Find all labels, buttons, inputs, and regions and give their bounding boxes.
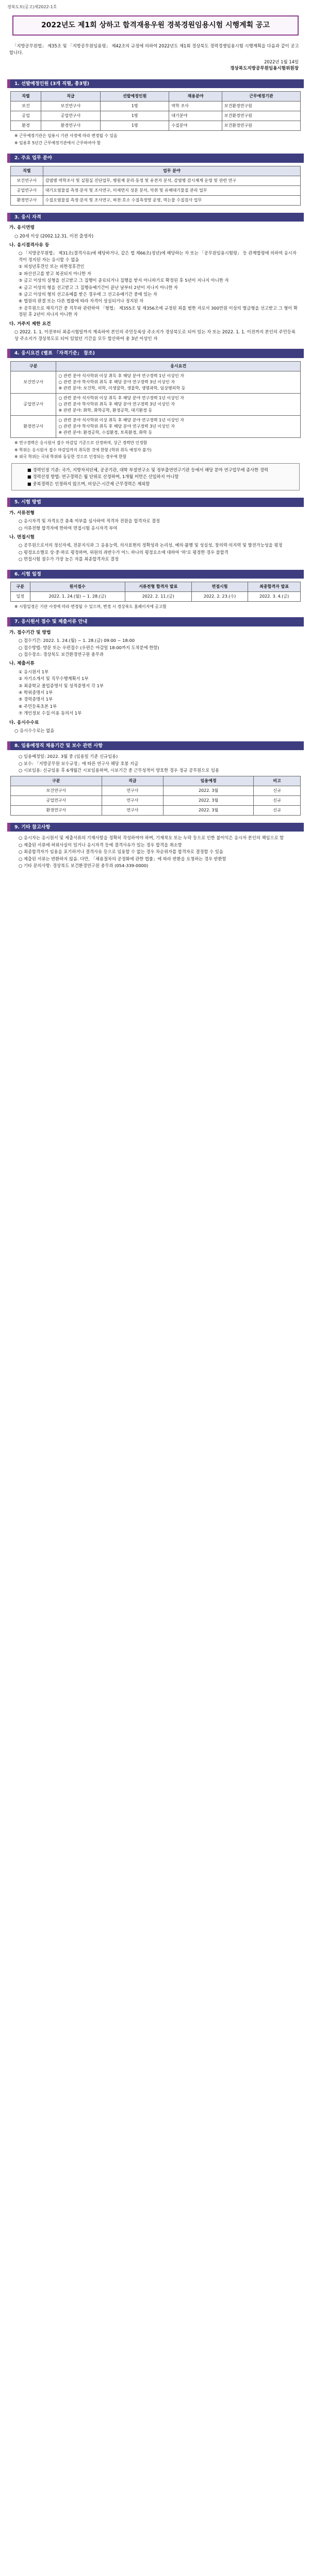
table-header: 구분 xyxy=(11,361,56,371)
list-item: ○ 제출된 서류는 반환하지 않음. 다만, 「채용절차의 공정화에 관한 법률」에 따라 반환을 요청하는 경우 반환함 xyxy=(19,856,226,861)
table-cell: 보건연구사 xyxy=(11,371,56,393)
table-header: 근무예정기관 xyxy=(222,92,300,101)
list-item: ○ 시보임용: 신규임용 후 6개월간 시보임용하며, 시보기간 중 근무성적이 양호한 경우 정규 공무원으로 임용 xyxy=(19,768,219,773)
list-item: ○ 평정요소별로 상·중·하로 평정하며, 위원의 과반수가 어느 하나의 평정요소에 대하여 '하'로 평정한 경우 불합격 xyxy=(19,549,228,555)
list-item: ○ 기타 문의사항: 경상북도 보건환경연구원 총무과 (054-339-0000) xyxy=(19,863,149,869)
table-header: 응시요건 xyxy=(56,361,301,371)
table-header: 비고 xyxy=(254,776,301,786)
table-row xyxy=(11,185,301,195)
section-7-title: 7. 응시원서 접수 및 제출서류 안내 xyxy=(7,617,304,626)
table-header: 임용예정 xyxy=(163,776,253,786)
list-item: ○ 면접시험 점수가 가장 높은 자를 최종합격자로 결정 xyxy=(19,556,119,562)
table-cell: 2022. 3월 xyxy=(163,805,253,815)
table-header: 직급 xyxy=(41,92,101,101)
table-cell: 연구사 xyxy=(102,805,163,815)
table-cell: 환경 xyxy=(11,121,41,131)
table-cell: 보건환경연구원 xyxy=(222,111,300,121)
table-header: 최종합격자 발표 xyxy=(248,582,301,592)
list-item: ⑦ 공무원으로 재직기간 중 직무와 관련하여 「형법」 제355조 및 제356조에 규정된 죄를 범한 자로서 300만원 이상의 벌금형을 선고받고 그 형이 확정된 후 2년이 지나지 아니한 자 xyxy=(19,305,298,317)
table-row xyxy=(11,795,301,805)
section-4-title: 4. 응시요건 (별표 「자격기준」 참조) xyxy=(7,349,304,358)
table-header: 구분 xyxy=(11,582,30,592)
list-item: ※ 외국 학위는 국내 학위와 동등한 것으로 인정되는 경우에 한함 xyxy=(14,454,127,460)
table-header: 직급 xyxy=(102,776,163,786)
table-header: 서류전형 합격자 발표 xyxy=(125,582,191,592)
requirement-table xyxy=(10,361,301,438)
table-header: 직렬 xyxy=(11,166,43,176)
table-cell: ○ 관련 분야 석사학위 이상 취득 후 해당 분야 연구경력 1년 이상인 자 ○ 관련 분야 학사학위 취득 후 해당 분야 연구경력 3년 이상인 자 ※ 관련 분야: 화학, 화학공학, 환경공학, 대기환경 등 xyxy=(56,393,301,415)
list-item: ○ 접수방법: 방문 또는 우편접수 (우편은 마감일 18:00까지 도착분에 한함) xyxy=(19,645,159,650)
table-header: 업무 분야 xyxy=(43,166,300,176)
section-9-title: 9. 기타 참고사항 xyxy=(7,823,304,832)
intro-text: 「지방공무원법」 제35조 및 「지방공무원임용령」 제42조의 규정에 의하여 2022년도 제1회 경상북도 경력경쟁임용시험 시행계획을 다음과 같이 공고합니다. xyxy=(9,43,299,55)
table-cell: 2022. 2. 23.(수) xyxy=(191,592,248,602)
table-cell: 2022. 1. 24.(월) ~ 1. 28.(금) xyxy=(30,592,125,602)
table-cell: 대기분야 xyxy=(169,111,222,121)
table-header: 원서접수 xyxy=(30,582,125,592)
list-item: ① 피성년후견인 또는 피한정후견인 xyxy=(19,264,85,269)
table-cell: 보건환경연구원 xyxy=(222,101,300,111)
career-box xyxy=(11,463,300,490)
table-cell: 1명 xyxy=(100,121,169,131)
duty-table xyxy=(10,166,301,206)
list-item: ○ 응시자격 및 자격요건 충족 여부를 심사하여 적격자 전원을 합격자로 결정 xyxy=(19,518,160,524)
section-3-title: 3. 응시 자격 xyxy=(7,213,304,222)
table-cell: 보건환경연구원 xyxy=(222,121,300,131)
table-cell: 대기오염물질 측정·분석 및 조사연구, 미세먼지 성분 분석, 악취 및 유해대기물질 관리 업무 xyxy=(43,185,300,195)
list-item: ○ 제출된 서류에 허위사실이 있거나 응시자격 등에 결격사유가 있는 경우 합격을 취소함 xyxy=(19,842,182,848)
s7-fee: ○ 응시수수료는 없음 xyxy=(14,727,55,733)
list-item: ■ 중복경력은 인정하지 않으며, 비상근·시간제 근무경력은 제외함 xyxy=(27,481,150,486)
table-cell: 2022. 3월 xyxy=(163,795,253,805)
s3-sub-age: 가. 응시연령 xyxy=(9,225,35,231)
section-8-title: 8. 임용예정직 채용기간 및 보수 관련 사항 xyxy=(7,741,304,751)
table-row xyxy=(11,111,301,121)
list-item: ○ 보수: 「지방공무원 보수규정」에 따른 연구사 해당 호봉 지급 xyxy=(19,760,139,766)
s7-sub-period: 가. 접수기간 및 방법 xyxy=(9,630,51,635)
table-row xyxy=(11,415,301,437)
table-cell: 환경연구사 xyxy=(11,805,102,815)
list-item: ③ 금고 이상의 실형을 선고받고 그 집행이 종료되거나 집행을 받지 아니하기로 확정된 후 5년이 지나지 아니한 자 xyxy=(19,278,229,283)
table-cell: 공업연구사 xyxy=(11,185,43,195)
table-cell: 2022. 3. 4.(금) xyxy=(248,592,301,602)
table-row xyxy=(11,101,301,111)
s5-sub-doc: 가. 서류전형 xyxy=(9,511,35,516)
table-header: 직렬 xyxy=(11,92,41,101)
table-cell: 환경연구사 xyxy=(11,415,56,437)
list-item: ② 자기소개서 및 직무수행계획서 1부 xyxy=(19,676,89,682)
title-box xyxy=(12,15,299,36)
table-cell: 보건연구사 xyxy=(11,176,43,185)
list-item: ○ 「지방공무원법」 제31조(결격사유)에 해당하거나, 같은 법 제66조(정년)에 해당하는 자 또는 「공무원임용시험령」 등 관계법령에 의하여 응시자격이 정지된 자는 응시할 수 없음 xyxy=(19,250,297,262)
s1-note-2: ※ 임용후 5년간 근무예정기관에서 근무하여야 함 xyxy=(14,141,101,146)
table-cell: 환경연구사 xyxy=(41,121,101,131)
notice-date: 2022년 1월 14일 xyxy=(264,59,299,65)
s6-note: ※ 시험일정은 기관 사정에 따라 변경될 수 있으며, 변경 시 경상북도 홈페이지에 공고함 xyxy=(14,604,167,609)
table-cell: 신규 xyxy=(254,786,301,795)
schedule-table xyxy=(10,582,301,602)
table-cell: 2022. 2. 11.(금) xyxy=(125,592,191,602)
section-5-title: 5. 시험 방법 xyxy=(7,498,304,507)
table-row xyxy=(11,786,301,795)
list-item: ○ 접수장소: 경상북도 보건환경연구원 총무과 xyxy=(19,652,104,657)
list-item: ① 응시원서 1부 xyxy=(19,669,49,674)
section-1-title: 1. 선발예정인원 (3개 직렬, 총3명) xyxy=(7,79,304,89)
list-item: ○ 접수기간: 2022. 1. 24.(월) ~ 1. 28.(금) 09:00 ~ 18:00 xyxy=(19,638,135,643)
table-cell: 보건 xyxy=(11,101,41,111)
s5-sub-interview: 나. 면접시험 xyxy=(9,535,35,540)
appointment-table xyxy=(10,776,301,816)
s3-sub-residence: 다. 거주지 제한 요건 xyxy=(9,321,51,327)
table-cell: 공업연구사 xyxy=(11,795,102,805)
page-title: 2022년도 제1회 상하고 합격재용우원 경북경원임용시험 시행계획 공고 xyxy=(41,21,270,29)
s1-note-1: ※ 근무예정기관은 임용시 기관 사정에 따라 변경될 수 있음 xyxy=(14,133,118,139)
list-item: ※ 학위는 응시원서 접수 마감일까지 취득한 것에 한함 (학위 취득 예정자 불가) xyxy=(14,447,152,452)
table-cell: 보건연구사 xyxy=(41,101,101,111)
table-header: 면접시험 xyxy=(191,582,248,592)
list-item: ⑤ 경력증명서 1부 xyxy=(19,697,53,702)
table-cell: 공업 xyxy=(11,111,41,121)
list-item: ⑥ 주민등록초본 1부 xyxy=(19,703,57,709)
list-item: ⑦ 개인정보 수집·이용 동의서 1부 xyxy=(19,710,82,716)
table-cell: 보건연구사 xyxy=(11,786,102,795)
list-item: ○ 최종합격자가 임용을 포기하거나 결격사유 등으로 임용할 수 없는 경우 차순위자를 합격자로 결정할 수 있음 xyxy=(19,849,223,855)
table-cell: ○ 관련 분야 석사학위 이상 취득 후 해당 분야 연구경력 1년 이상인 자 ○ 관련 분야 학사학위 취득 후 해당 분야 연구경력 3년 이상인 자 ※ 관련 분야: 환경공학, 수질환경, 토목환경, 화학 등 xyxy=(56,415,301,437)
table-cell: 1명 xyxy=(100,101,169,111)
section-2-title: 2. 주요 업무 분야 xyxy=(7,154,304,163)
list-item: ⑤ 금고 이상의 형의 선고유예를 받은 경우에 그 선고유예기간 중에 있는 자 xyxy=(19,291,157,297)
table-cell: 1명 xyxy=(100,111,169,121)
notice-number: 경북도보(공고)제2022-1호 xyxy=(7,5,57,9)
table-cell: 연구사 xyxy=(102,795,163,805)
table-row xyxy=(11,176,301,185)
list-item: ○ 응시자는 응시원서 및 제출서류의 기재사항을 정확히 작성하여야 하며, 기재착오 또는 누락 등으로 인한 불이익은 응시자 본인의 책임으로 함 xyxy=(19,835,284,841)
table-cell: 수질분야 xyxy=(169,121,222,131)
table-header: 채용분야 xyxy=(169,92,222,101)
table-header: 선발예정인원 xyxy=(100,92,169,101)
table-row xyxy=(11,195,301,205)
recruit-table xyxy=(10,91,301,131)
table-cell: 연구사 xyxy=(102,786,163,795)
list-item: ○ 서류전형 합격자에 한하여 면접시험 응시자격 부여 xyxy=(19,525,118,531)
s7-sub-docs: 나. 제출서류 xyxy=(9,661,35,667)
s3-residence: ○ 2022. 1. 1. 이전부터 최종시험일까지 계속하여 본인의 주민등록상 주소지가 경상북도로 되어 있는 자 또는 2022. 1. 1. 이전까지 본인의 주민등록상 주소지가 경상북도로 되어 있었던 기간을 모두 합산하여 총 3년 이상인 자 xyxy=(14,329,296,341)
list-item: ※ 연구경력은 응시원서 접수 마감일 기준으로 산정하며, 상근 경력만 인정함 xyxy=(14,440,148,445)
s3-age: ○ 20세 이상 (2002.12.31. 이전 출생자) xyxy=(14,233,94,239)
page xyxy=(0,0,311,890)
list-item: ③ 최종학교 졸업증명서 및 성적증명서 각 1부 xyxy=(19,683,104,688)
table-cell: 2022. 3월 xyxy=(163,786,253,795)
s7-sub-fee: 다. 응시수수료 xyxy=(9,720,39,725)
list-item: ○ 임용예정일: 2022. 3월 중 (임용일 기준 신규임용) xyxy=(19,754,118,759)
table-cell: 수질오염물질 측정·분석 및 조사연구, 하천·호소 수질측정망 운영, 먹는물 수질검사 업무 xyxy=(43,195,300,205)
table-cell: 공업연구사 xyxy=(41,111,101,121)
table-cell: 역학 조사 xyxy=(169,101,222,111)
table-cell: 감염병 역학조사 및 실험실 진단업무, 병원체 분리·동정 및 유전자 분석, 감염병 감시체계 운영 및 관련 연구 xyxy=(43,176,300,185)
list-item: ○ 공무원으로서의 정신자세, 전문지식과 그 응용능력, 의사표현의 정확성과 논리성, 예의·품행 및 성실성, 창의력·의지력 및 발전가능성을 평정 xyxy=(19,543,283,548)
table-cell: 신규 xyxy=(254,805,301,815)
section-6-title: 6. 시험 일정 xyxy=(7,570,304,579)
list-item: ⑥ 법원의 판결 또는 다른 법률에 따라 자격이 상실되거나 정지된 자 xyxy=(19,298,144,304)
list-item: ■ 경력산정 방법: 연구경력은 월 단위로 산정하며, 1개월 미만은 산입하지 아니함 xyxy=(27,474,179,480)
issuing-org: 경상북도지방공무원임용시험위원장 xyxy=(230,65,299,71)
table-cell: 일정 xyxy=(11,592,30,602)
table-row xyxy=(11,805,301,815)
list-item: ■ 경력인정 기준: 국가, 지방자치단체, 공공기관, 대학 부설연구소 및 정부출연연구기관 등에서 해당 분야 연구업무에 종사한 경력 xyxy=(27,467,268,472)
list-item: ④ 학위증명서 1부 xyxy=(19,689,53,695)
table-row xyxy=(11,393,301,415)
table-cell: 신규 xyxy=(254,795,301,805)
s3-sub-disqual: 나. 응시결격사유 등 xyxy=(9,243,50,248)
list-item: ② 파산선고를 받고 복권되지 아니한 자 xyxy=(19,270,91,276)
table-cell: 환경연구사 xyxy=(11,195,43,205)
table-row xyxy=(11,371,301,393)
list-item: ④ 금고 이상의 형을 선고받고 그 집행유예기간이 끝난 날부터 2년이 지나지 아니한 자 xyxy=(19,284,178,290)
table-cell: ○ 관련 분야 석사학위 이상 취득 후 해당 분야 연구경력 1년 이상인 자 ○ 관련 분야 학사학위 취득 후 해당 분야 연구경력 3년 이상인 자 ※ 관련 분야: 보건학, 의학, 미생물학, 생물학, 생명과학, 임상병리학 등 xyxy=(56,371,301,393)
table-cell: 공업연구사 xyxy=(11,393,56,415)
table-header: 구분 xyxy=(11,776,102,786)
table-row xyxy=(11,121,301,131)
